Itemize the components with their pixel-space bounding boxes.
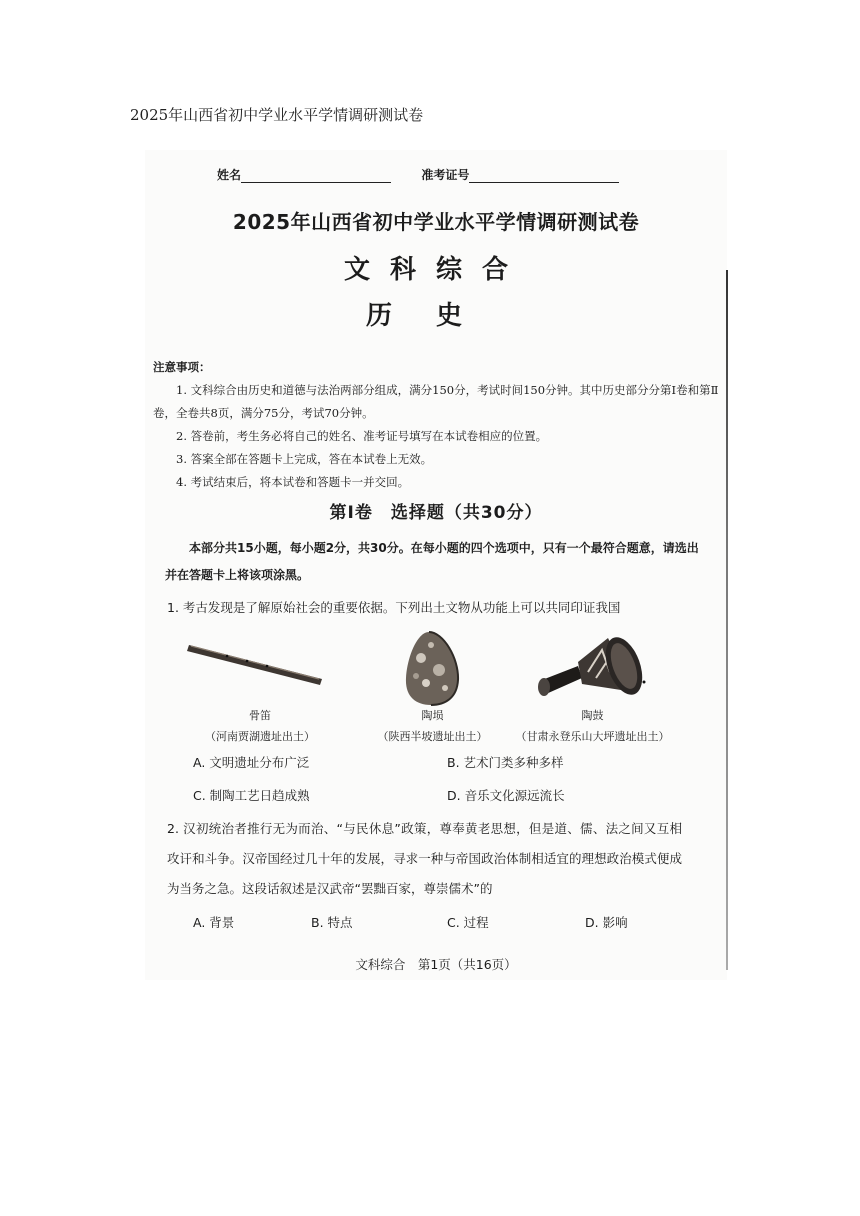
document-title: 2025年山西省初中学业水平学情调研测试卷 — [130, 106, 424, 124]
name-blank — [241, 170, 391, 183]
note-item: 1. 文科综合由历史和道德与法治两部分组成，满分150分，考试时间150分钟。其中历史部分分第Ⅰ卷和第Ⅱ卷，全卷共8页，满分75分，考试70分钟。 — [153, 383, 719, 420]
note-item: 4. 考试结束后，将本试卷和答题卡一并交回。 — [176, 475, 410, 489]
artifact-name: 陶鼓 — [581, 709, 604, 722]
q2-option-a: A. 背景 — [193, 915, 235, 930]
note-item: 3. 答案全部在答题卡上完成，答在本试卷上无效。 — [176, 452, 433, 466]
pottery-drum-image — [538, 632, 648, 702]
artifact-origin: （陕西半坡遗址出土） — [377, 730, 488, 743]
subject-heading: 文科综合 — [343, 255, 528, 285]
artifact-name: 陶埙 — [421, 709, 444, 722]
q2-option-c: C. 过程 — [447, 915, 489, 930]
question-1-stem: 1. 考古发现是了解原始社会的重要依据。下列出土文物从功能上可以共同印证我国 — [167, 600, 621, 615]
question-2-stem: 2. 汉初统治者推行无为而治、“与民休息”政策，尊奉黄老思想，但是道、儒、法之间又互相攻讦和斗争。汉帝国经过几十年的发展，寻求一种与帝国政治体制相适宜的理想政治模式便成为当务之急。这段话叙述是汉武帝“罢黜百家，尊崇儒术”的 — [167, 821, 682, 896]
exam-title: 2025年山西省初中学业水平学情调研测试卷 — [232, 210, 640, 234]
candidate-info-row — [217, 166, 619, 183]
artifact-label — [505, 707, 680, 744]
q1-option-b: B. 艺术门类多种多样 — [447, 755, 564, 770]
notes-heading: 注意事项： — [153, 360, 211, 374]
pottery-xun-image — [401, 628, 463, 708]
note-item: 2. 答卷前，考生务必将自己的姓名、准考证号填写在本试卷相应的位置。 — [176, 429, 548, 443]
scan-edge-line — [726, 270, 728, 970]
page-footer: 文科综合 第1页（共16页） — [355, 957, 517, 972]
artifact-label — [195, 707, 325, 744]
artifact-origin: （甘肃永登乐山大坪遗址出土） — [515, 730, 670, 743]
artifact-origin: （河南贾湖遗址出土） — [205, 730, 315, 743]
section-heading: 历史 — [365, 301, 506, 331]
q2-option-d: D. 影响 — [585, 915, 628, 930]
q2-option-b: B. 特点 — [311, 915, 353, 930]
q1-option-c: C. 制陶工艺日趋成熟 — [193, 788, 310, 803]
bone-flute-image — [187, 635, 327, 690]
exam-id-label: 准考证号 — [421, 168, 470, 182]
q1-option-d: D. 音乐文化源远流长 — [447, 788, 565, 803]
q1-option-a: A. 文明遗址分布广泛 — [193, 755, 310, 770]
part1-title: 第Ⅰ卷 选择题（共30分） — [329, 503, 543, 523]
part1-instructions: 本部分共15小题，每小题2分，共30分。在每小题的四个选项中，只有一个最符合题意，请选出并在答题卡上将该项涂黑。 — [165, 541, 699, 582]
artifact-label — [360, 707, 505, 744]
exam-page-scan — [145, 150, 727, 980]
exam-id-blank — [469, 170, 619, 183]
artifact-name: 骨笛 — [249, 709, 271, 722]
notes-block — [153, 356, 725, 494]
name-label: 姓名 — [217, 168, 242, 182]
